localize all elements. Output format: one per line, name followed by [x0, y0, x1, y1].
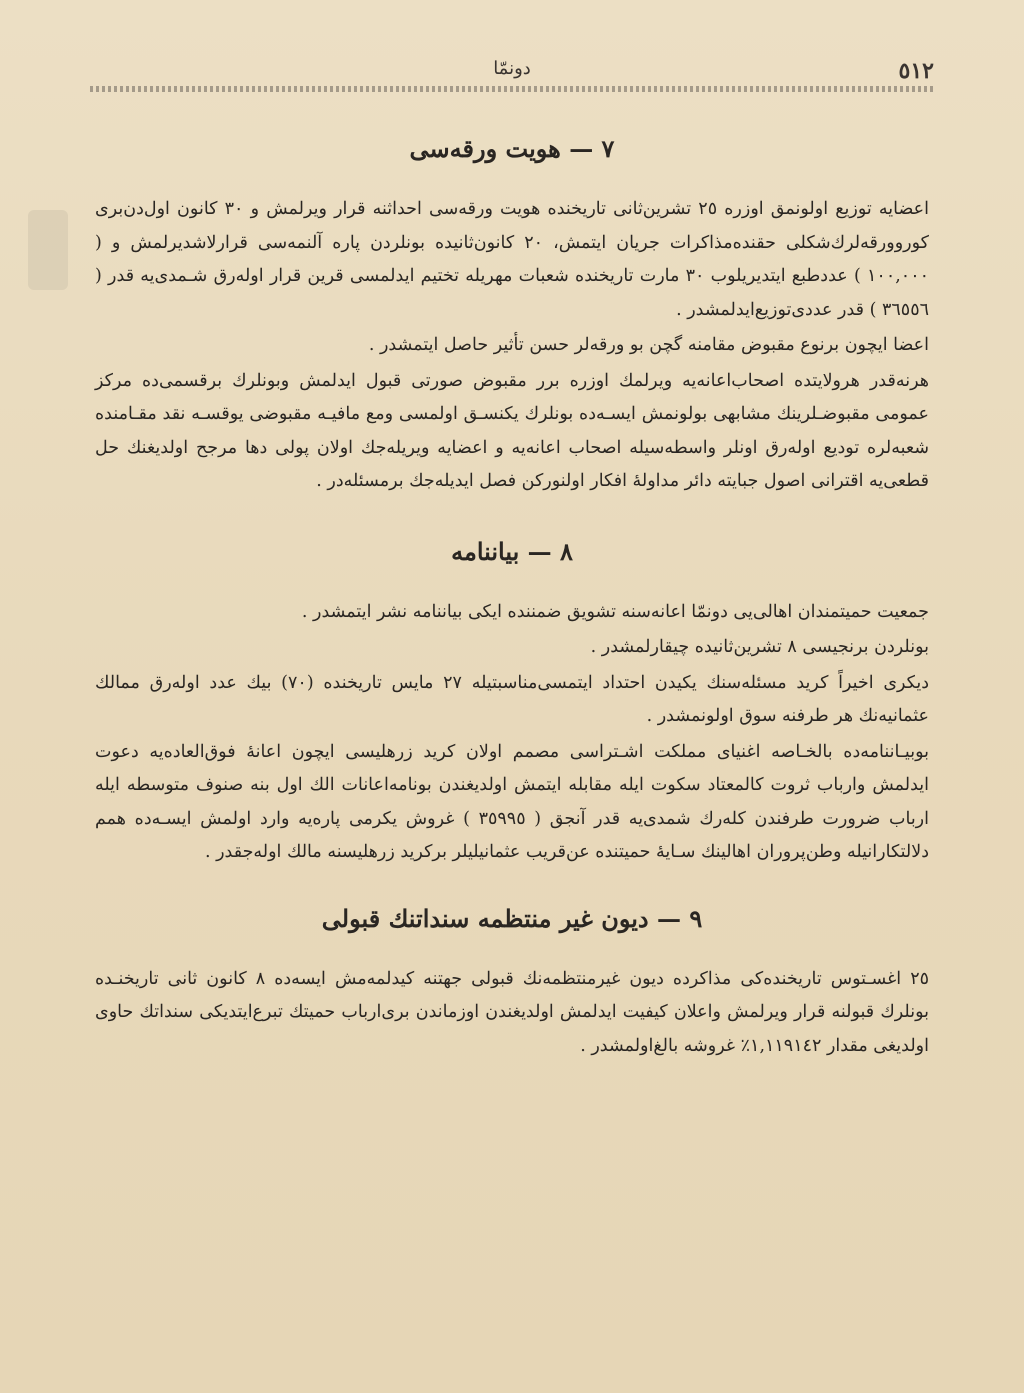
section-heading: ٧ — هویت ورقه‌سی: [409, 134, 615, 163]
paragraph: بونلردن برنجیسی ٨ تشرین‌ثانیده چیقارلمشدر .: [590, 637, 929, 657]
page-stain: [28, 210, 68, 290]
running-title: دونمّا: [493, 58, 531, 79]
paragraph: جمعیت حمیتمندان اهالی‌یی دونمّا اعانه‌سنه تشویق ضمننده ایکی بیاننامه نشر ایتمشدر .: [301, 601, 929, 622]
paragraph: هرنه‌قدر هرولایتده اصحاب‌اعانه‌یه ویرلمك اوزره برر مقبوض صورتی قبول ایدلمش وبونلرك برقسمی‌ده مرکز عمومی مقبوضـلرینك مشابهی بولونمش ایسـه‌ده بونلرك یکنسـق اولمسی ومع مافیـه مقبوضی یوقسـه نقد مقـامنده شعبه‌لره تودیع اوله‌رق اونلر واسطه‌سیله اصحاب اعانه‌یه و اعضایه ویریله‌جك اولان پولی دها مرجح اولدیغنك حل قطعی‌یه اقترانی اصول جبایته دائر مداولهٔ افکار اولنورکن فصل ایدیله‌جك برمسئله‌در .: [95, 370, 929, 491]
section-heading: ٨ — بیاننامه: [451, 536, 573, 566]
section-declaration: [95, 537, 929, 870]
section-heading: ٩ — دیون غیر منتظمه سنداتنك قبولی: [321, 903, 703, 933]
paragraph: بوبیـاننامه‌ده بالخـاصه اغنیای مملکت اشـتراسی مصمم اولان کرید زرهلیسی ایچون اعانهٔ فوق‌العاده‌یه دعوت ایدلمش وارباب ثروت کالمعتاد سکوت ایله مقابله ایتمش اولدیغندن بونامه‌اعانات الك اول بنه صنوف متوسطه ایله ارباب ضرورت طرفندن کلەرك شمدی‌یه قدر آنجق ( ٣٥٩٩٥ ) غروش یکرمی پاره‌یه وارد اولمش ایسـه‌ده همم دلالتکارانیله وطن‌پروران اهالینك سـایهٔ حمیتنده عن‌قریب عثمانیلیلر برکرید زرهلیسنه مالك اوله‌جقدر .: [95, 741, 929, 862]
paragraph: اعضا ایچون برنوع مقبوض مقامنه گچن بو ورقه‌لر حسن تأثیر حاصل ایتمشدر .: [368, 335, 929, 355]
paragraph: ٢٥ اغسـتوس تاریخنده‌کی مذاکرده دیون غیرمنتظمه‌نك قبولی جهتنه کیدلمه‌مش ایسه‌ده ٨ کانون ثانی تاریخنـده بونلرك قبولنه قرار ویرلمش واعلان کیفیت ایدلمش اولدیغندن اوزماندن بری‌ارباب حمیتك تبرع‌ایتدیکی سنداتك حاوی اولدیغی مقدار ١,١١٩١٤٢٪ غروشه بالغ‌اولمشدر .: [95, 968, 930, 1056]
page-number: ٥١٢: [898, 58, 934, 84]
paragraph: اعضایه توزیع اولونمق اوزره ٢٥ تشرین‌ثانی تاریخنده هویت ورقه‌سی احداثنه قرار ویرلمش و ٣٠ کانون اول‌دن‌بری کوروورقه‌لرك‌شکلی حقنده‌مذاکرات جریان ایتمش، ٢٠ کانون‌ثانیده بونلردن پاره آلنمه‌سی قرارلاشدیرلمش و ( ١٠٠,٠٠٠ ) عددطبع ایتدیریلوب ٣٠ مارت تاریخنده شعبات مهریله تختیم ایدلمسی قرین قرار اوله‌رق شـمدی‌یه قدر ( ٣٦٥٥٦ ) قدر عددی‌توزیع‌ایدلمشدر .: [95, 199, 929, 320]
section-irregular-debt-bonds: [95, 904, 929, 1064]
section-identity-card: [95, 134, 929, 499]
page-content: [95, 120, 929, 1065]
header-rule: [90, 86, 934, 92]
paragraph: دیکری اخیراً کرید مسئله‌سنك یکیدن احتداد ایتمسی‌مناسبتیله ٢٧ مایس تاریخنده (٧٠) بیك عدد اوله‌رق ممالك عثمانیه‌نك هر طرفنه سوق اولونمشدر .: [95, 672, 930, 726]
